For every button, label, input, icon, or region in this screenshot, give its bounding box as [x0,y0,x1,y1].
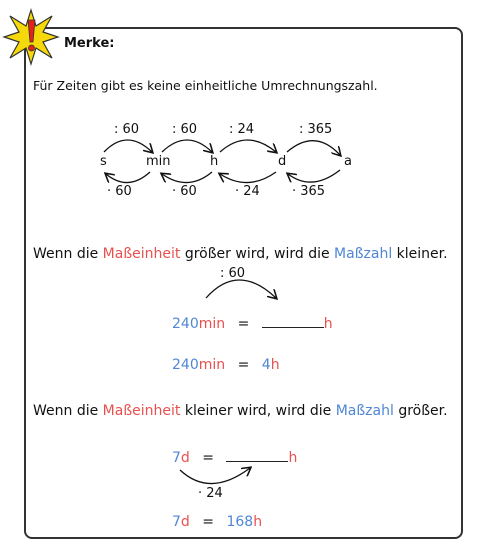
intro-sentence: Für Zeiten gibt es keine einheitliche Umrechnungszahl. [33,78,378,93]
example2-task-unit: d [180,450,190,466]
rule2-suffix: größer. [393,403,448,419]
rule1-unit-word: Maßeinheit [102,246,181,262]
example2-task-number: 7 [172,450,181,466]
divide-arc-2 [162,140,212,152]
unit-days: d [278,154,287,169]
example1-result-unit: h [270,357,280,373]
example1-result-number: 4 [261,357,271,373]
divide-arc-3 [220,140,276,152]
example1-task-target-unit: h [323,316,333,332]
multiply-label-4: · 365 [292,184,326,199]
example1-answer-unit: min [198,357,226,373]
rule2-number-word: Maßzahl [335,403,394,419]
note-title: Merke: [64,36,115,51]
example2-result-number: 168 [226,514,254,530]
rule2-middle: kleiner wird, wird die [180,403,336,419]
example2-answer-unit: d [180,514,190,530]
rule-unit-bigger [33,246,448,262]
example2-answer-number: 7 [172,514,181,530]
example2-arc [180,468,250,484]
example2-answer [172,514,262,530]
rule-unit-smaller [33,403,448,419]
multiply-arc-3 [220,172,276,183]
divide-arc-1 [104,140,152,152]
divide-label-2: : 60 [172,122,198,137]
example2-task-equals: = [202,450,214,466]
divide-label-3: : 24 [229,122,255,137]
example2-answer-blank [226,447,288,462]
divide-label-1: : 60 [114,122,140,137]
example1-arc-label: : 60 [220,266,246,281]
divide-arc-4 [287,141,340,155]
example2-result-unit: h [253,514,263,530]
rule1-suffix: kleiner. [392,246,448,262]
unit-minutes: min [146,154,171,169]
rule1-prefix: Wenn die [33,246,103,262]
example1-task [172,313,333,332]
example2-answer-equals: = [202,514,214,530]
example2-arc-label: · 24 [198,486,223,501]
example1-task-equals: = [237,316,250,332]
multiply-label-3: · 24 [235,184,260,199]
divide-label-4: : 365 [299,122,333,137]
example1-answer-number: 240 [172,357,199,373]
unit-seconds: s [100,154,107,169]
example1-task-unit: min [198,316,226,332]
multiply-arc-2 [162,172,212,183]
multiply-label-2: · 60 [172,184,197,199]
example1-answer [172,357,280,373]
example1-task-number: 240 [172,316,199,332]
unit-hours: h [210,154,219,169]
example1-answer-blank [262,313,324,328]
example2-task [172,447,297,466]
example1-arc [206,280,276,298]
rule1-number-word: Maßzahl [334,246,393,262]
unit-years: a [344,154,352,169]
multiply-label-1: · 60 [107,184,132,199]
multiply-arc-1 [106,172,150,183]
rule2-unit-word: Maßeinheit [102,403,181,419]
example2-task-target-unit: h [288,450,298,466]
rule1-middle: größer wird, wird die [180,246,335,262]
example1-answer-equals: = [237,357,250,373]
rule2-prefix: Wenn die [33,403,103,419]
multiply-arc-4 [288,170,340,182]
